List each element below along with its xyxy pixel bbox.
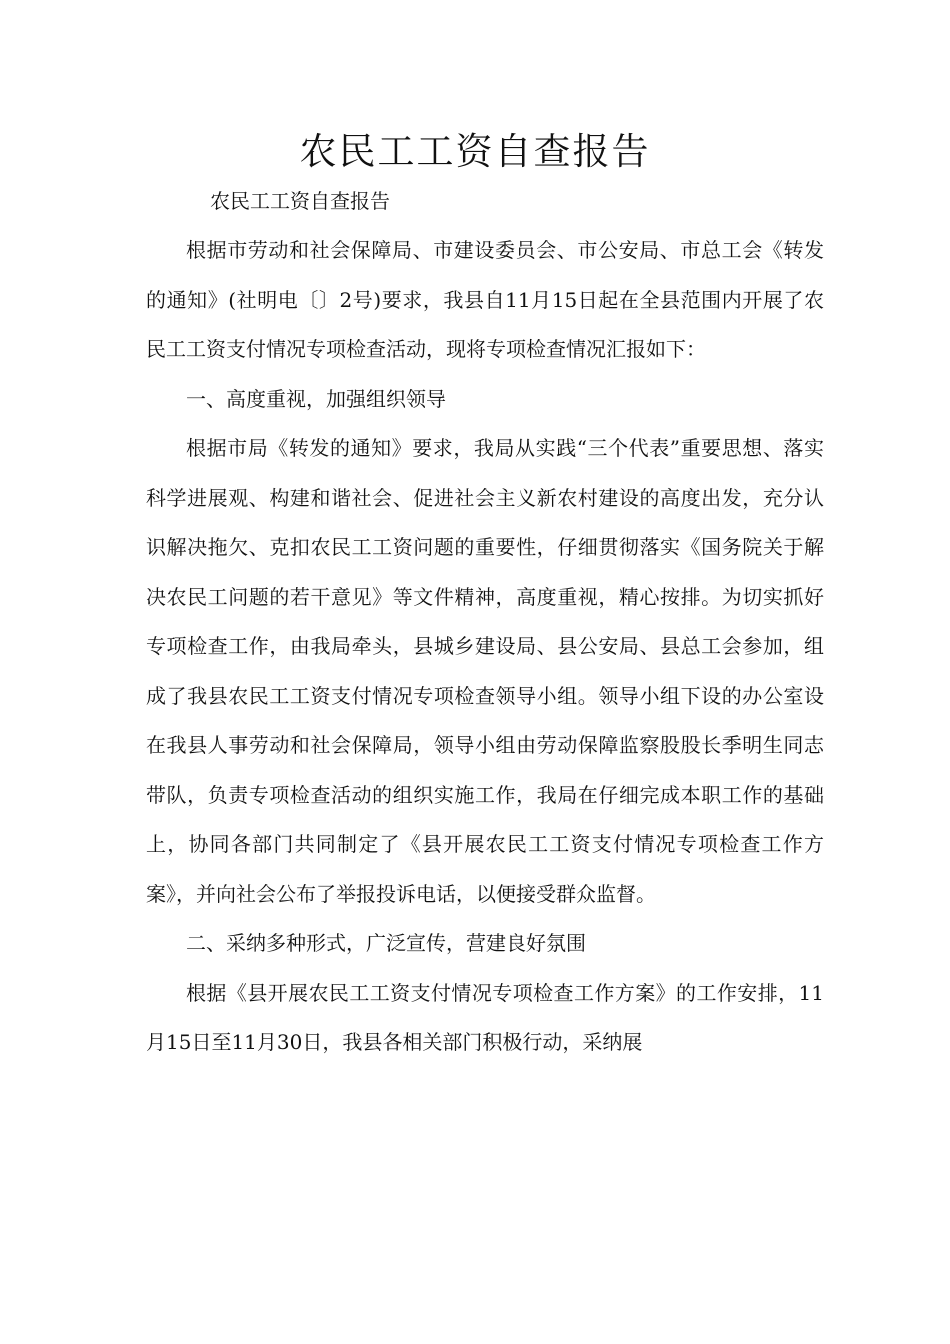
document-body [146, 226, 824, 1068]
document-subtitle: 农民工工资自查报告 [210, 189, 390, 213]
paragraph-section-2: 根据《县开展农民工工资支付情况专项检查工作方案》的工作安排，11月15日至11月30日，我县各相关部门积极行动，采纳展 [146, 980, 824, 1054]
paragraph-intro: 根据市劳动和社会保障局、市建设委员会、市公安局、市总工会《转发的通知》(社明电〔〕2号)要求，我县自11月15日起在全县范围内开展了农民工工资支付情况专项检查活动，现将专项检查情况汇报如下： [146, 238, 824, 361]
document-title: 农民工工资自查报告 [299, 130, 651, 173]
paragraph-section-1: 根据市局《转发的通知》要求，我局从实践“三个代表”重要思想、落实科学进展观、构建和谐社会、促进社会主义新农村建设的高度出发，充分认识解决拖欠、克扣农民工工资问题的重要性，仔细贯彻落实《国务院关于解决农民工问题的若干意见》等文件精神，高度重视，精心按排。为切实抓好专项检查工作，由我局牵头，县城乡建设局、县公安局、县总工会参加，组成了我县农民工工资支付情况专项检查领导小组。领导小组下设的办公室设在我县人事劳动和社会保障局，领导小组由劳动保障监察股股长季明生同志带队，负责专项检查活动的组织实施工作，我局在仔细完成本职工作的基础上，协同各部门共同制定了《县开展农民工工资支付情况专项检查工作方案》，并向社会公布了举报投诉电话，以便接受群众监督。 [146, 436, 824, 906]
section-heading-2: 二、采纳多种形式，广泛宣传，营建良好氛围 [186, 931, 586, 955]
section-heading-1: 一、高度重视，加强组织领导 [186, 386, 446, 411]
